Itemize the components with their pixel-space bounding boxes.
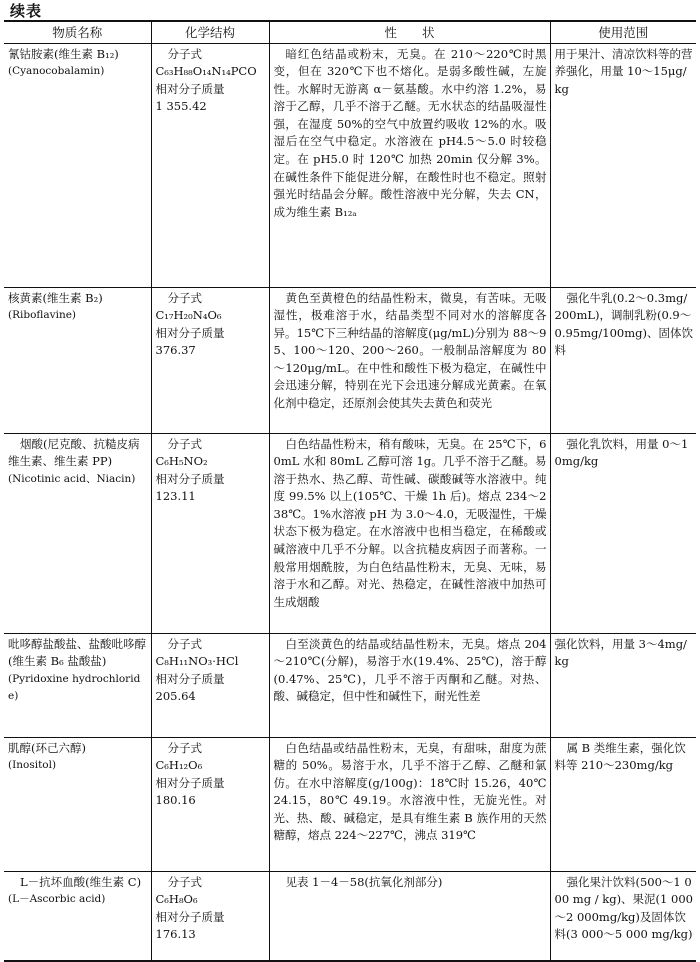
substance-name-cn: 肌醇(环己六醇) — [8, 740, 86, 755]
properties-cell: 黄色至黄橙色的结晶性粉末，微臭，有苦味。无吸湿性，极难溶于水，结晶类型不同对水的溶解度各异。15℃下三种结晶的溶解度(μg/mL)分别为 88～95、100～120、200～260。一般制品溶解度为 80～120μg/mL。在中性和酸性下极为稳定，在碱性中会迅速分解，特别在光下会迅速分解成光黄素。在氧化剂中稳定，还原剂会使其失去黄色和荧光 — [269, 287, 550, 433]
vitamin-table — [4, 20, 696, 962]
substance-name-cell — [4, 737, 151, 871]
table-row — [4, 287, 696, 433]
properties-cell: 白色结晶性粉末，稍有酸味，无臭。在 25℃下，60mL 水和 80mL 乙醇可溶 1g。几乎不溶于乙醚。易溶于热水、热乙醇、苛性碱、碳酸碱等水溶液中。纯度 99.5% 以上(105℃、干燥 1h 后)。熔点 234～238℃。1%水溶液 pH 为 3.0～4.0，无吸湿性，干燥状态下极为稳定。在水溶液中也相当稳定，在稀酸或碱溶液中几乎不分解。以含抗糙皮病因子而著称。一般常用烟酰胺，为白色结晶性粉末，无臭、无味，易溶于水和乙醇。对光、热稳定，在碱性溶液中加热可生成烟酸 — [269, 433, 550, 633]
formula-label: 分子式 — [167, 290, 202, 305]
table-row — [4, 737, 696, 871]
formula-label: 分子式 — [167, 46, 202, 61]
molecular-weight-label: 相对分子质量 — [155, 671, 225, 686]
molecular-formula: C₆H₁₂O₆ — [155, 758, 203, 773]
header-substance-name: 物质名称 — [4, 21, 151, 43]
formula-label: 分子式 — [167, 436, 202, 451]
structure-cell — [151, 737, 269, 871]
substance-name-en: (Inositol) — [8, 759, 57, 772]
substance-name-cell — [4, 43, 151, 287]
properties-cell: 暗红色结晶或粉末，无臭。在 210～220℃时黑变，但在 320℃下也不熔化。是弱多酸性碱，左旋性。水解时无游离 α－氨基酸。水中约溶 1.2%，易溶于乙醇，几乎不溶于乙醚。无水状态的结晶吸湿性强，在湿度 50%的空气中放置约吸收 12%的水。吸湿后在空气中稳定。水溶液在 pH4.5～5.0 时较稳定。在 pH5.0 时 120℃ 加热 20min 仅分解 3%。在碱性条件下能促进分解，在酸性时也不稳定。照射强光时结晶会分解。酸性溶液中光分解，失去 CN，成为维生素 B₁₂ₐ — [269, 43, 550, 287]
molecular-weight: 176.13 — [155, 927, 196, 942]
formula-label: 分子式 — [167, 740, 202, 755]
usage-cell: 强化牛乳(0.2～0.3mg/200mL)，调制乳粉(0.9～0.95mg/100mg)、固体饮料 — [550, 287, 696, 433]
molecular-weight-label: 相对分子质量 — [155, 325, 225, 340]
header-chemical-structure: 化学结构 — [151, 21, 269, 43]
molecular-weight-label: 相对分子质量 — [155, 909, 225, 924]
usage-cell: 强化饮料，用量 3～4mg/kg — [550, 633, 696, 737]
usage-cell: 强化乳饮料，用量 0～10mg/kg — [550, 433, 696, 633]
molecular-weight: 123.11 — [155, 489, 196, 504]
substance-name-cn: 吡哆醇盐酸盐、盐酸吡哆醇(维生素 B₆ 盐酸盐) — [8, 636, 146, 669]
substance-name-cn: 烟酸(尼克酸、抗糙皮病维生素、维生素 PP) — [8, 436, 140, 469]
molecular-weight-label: 相对分子质量 — [155, 471, 225, 486]
molecular-weight-label: 相对分子质量 — [155, 775, 225, 790]
substance-name-en: (Cyanocobalamin) — [8, 65, 105, 78]
usage-cell: 强化果汁饮料(500～1 000 mg / kg)、果泥(1 000～2 000mg/kg)及固体饮料(3 000～5 000 mg/kg) — [550, 871, 696, 961]
molecular-formula: C₈H₁₁NO₃·HCl — [155, 654, 239, 669]
properties-cell: 白至淡黄色的结晶或结晶性粉末，无臭。熔点 204～210℃(分解)，易溶于水(19.4%、25℃)，溶于醇(0.47%、25℃)，几乎不溶于丙酮和乙醚。对热、酸、碱稳定，但中性和碱性下，耐光性差 — [269, 633, 550, 737]
usage-cell: 属 B 类维生素，强化饮料等 210～230mg/kg — [550, 737, 696, 871]
usage-cell: 用于果汁、清凉饮料等的营养强化，用量 10～15μg/kg — [550, 43, 696, 287]
structure-cell — [151, 287, 269, 433]
substance-name-cell — [4, 433, 151, 633]
table-row — [4, 433, 696, 633]
molecular-weight: 1 355.42 — [155, 99, 207, 114]
substance-name-cell — [4, 287, 151, 433]
properties-cell: 见表 1－4－58(抗氧化剂部分) — [269, 871, 550, 961]
molecular-weight: 376.37 — [155, 343, 196, 358]
header-properties: 性 状 — [269, 21, 550, 43]
molecular-weight: 205.64 — [155, 689, 196, 704]
substance-name-cell — [4, 871, 151, 961]
table-header-row — [4, 21, 696, 43]
substance-name-en: (Nicotinic acid、Niacin) — [8, 472, 136, 485]
structure-cell — [151, 43, 269, 287]
molecular-formula: C₁₇H₂₀N₄O₆ — [155, 308, 222, 323]
structure-cell — [151, 871, 269, 961]
molecular-formula: C₆H₅NO₂ — [155, 454, 208, 469]
formula-label: 分子式 — [167, 636, 202, 651]
substance-name-en: (Pyridoxine hydrochloride) — [8, 672, 141, 703]
substance-name-cn: 核黄素(维生素 B₂) — [8, 290, 103, 305]
header-usage-range: 使用范围 — [550, 21, 696, 43]
molecular-formula: C₆₃H₈₈O₁₄N₁₄PCO — [155, 64, 257, 79]
substance-name-en: (L－Ascorbic acid) — [8, 893, 106, 906]
table-continuation-caption: 续表 — [10, 2, 43, 20]
molecular-formula: C₆H₈O₆ — [155, 892, 198, 907]
molecular-weight: 180.16 — [155, 793, 196, 808]
substance-name-cn: L－抗坏血酸(维生素 C) — [20, 874, 142, 889]
table-row — [4, 633, 696, 737]
substance-name-cn: 氰钴胺素(维生素 B₁₂) — [8, 46, 119, 61]
molecular-weight-label: 相对分子质量 — [155, 81, 225, 96]
properties-cell: 白色结晶或结晶性粉末，无臭，有甜味，甜度为蔗糖的 50%。易溶于水，几乎不溶于乙醇、乙醚和氯仿。在水中溶解度(g/100g)：18℃时 15.26，40℃ 24.15，80℃ 49.19。水溶液中性，无旋光性。对光、热、酸、碱稳定，是具有维生素 B 族作用的天然糖醇，熔点 224～227℃，沸点 319℃ — [269, 737, 550, 871]
table-row — [4, 43, 696, 287]
substance-name-cell — [4, 633, 151, 737]
formula-label: 分子式 — [167, 874, 202, 889]
table-row — [4, 871, 696, 961]
substance-name-en: (Riboflavine) — [8, 309, 77, 322]
structure-cell — [151, 433, 269, 633]
structure-cell — [151, 633, 269, 737]
